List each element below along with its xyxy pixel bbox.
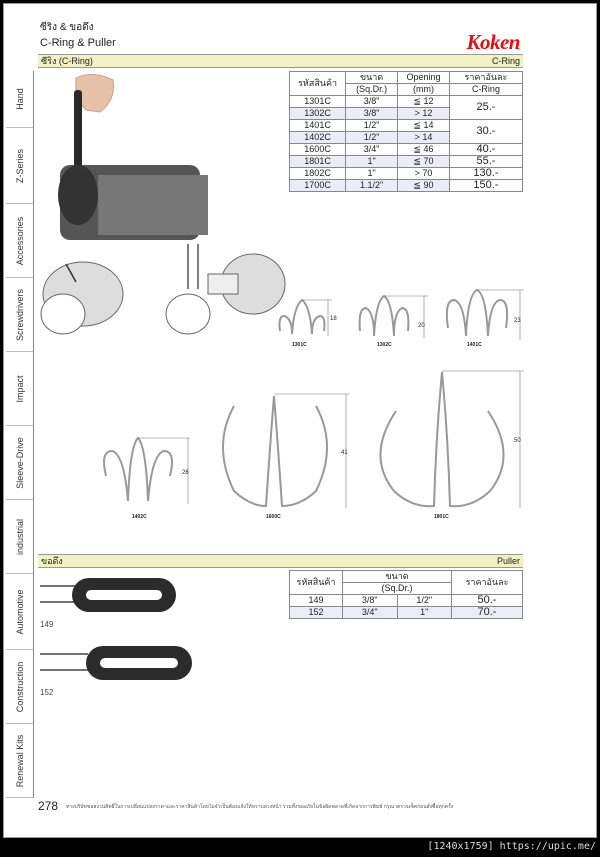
- cring-diagrams-large: [94, 366, 534, 526]
- table-row: 152 3/4" 1" 70.-: [290, 607, 523, 619]
- price-cell: 40.-: [449, 144, 522, 156]
- tab-z-series[interactable]: Z-Series: [6, 128, 34, 204]
- price-cell: 30.-: [449, 120, 522, 144]
- tab-hand[interactable]: Hand: [6, 71, 34, 128]
- tab-construction[interactable]: Construction: [6, 650, 34, 724]
- svg-text:1401C: 1401C: [467, 342, 482, 348]
- price-cell: 25.-: [449, 96, 522, 120]
- col-code: รหัสสินค้า: [290, 571, 343, 595]
- ring-1401c: [447, 290, 524, 348]
- catalog-page: [3, 3, 597, 838]
- tab-impact[interactable]: Impact: [6, 352, 34, 426]
- table-row: 1401C 1/2" ≦ 14 30.-: [290, 120, 523, 132]
- svg-text:1301C: 1301C: [292, 342, 307, 348]
- col-size-unit: (Sq.Dr.): [346, 84, 398, 96]
- puller-bar-label: ขอดึง: [41, 556, 63, 566]
- table-row: 1600C 3/4" ≦ 46 40.-: [290, 144, 523, 156]
- tab-renewal-kits[interactable]: Renewal Kits: [6, 724, 34, 798]
- cring-bar-label-en: C-Ring: [491, 56, 520, 66]
- table-row: 1301C 3/8" ≦ 12 25.-: [290, 96, 523, 108]
- hand-photo-illustration: [38, 70, 183, 240]
- cring-section-bar: [38, 54, 523, 68]
- tab-sleeve-drive[interactable]: Sleeve-Drive: [6, 426, 34, 500]
- price-cell: 130.-: [449, 168, 522, 180]
- col-size-unit: (Sq.Dr.): [343, 583, 452, 595]
- table-row: 149 3/8" 1/2" 50.-: [290, 595, 523, 607]
- page-title-thai: ซีริง & ขอดึง: [40, 22, 94, 33]
- svg-text:1302C: 1302C: [377, 342, 392, 348]
- table-row: 1801C 1" ≦ 70 55.-: [290, 156, 523, 168]
- puller-section-bar: [38, 554, 523, 568]
- svg-text:1801C: 1801C: [434, 514, 449, 520]
- price-cell: 150.-: [449, 180, 522, 192]
- svg-text:41: 41: [341, 450, 348, 456]
- puller-spec-table: [289, 570, 523, 619]
- table-row: 1302C 3/8" > 12: [290, 108, 523, 120]
- cring-bar-label: ซีริง (C-Ring): [41, 56, 93, 66]
- ring-1801c: [380, 371, 524, 520]
- cring-spec-table: [289, 71, 523, 192]
- ring-1301c: [280, 300, 338, 348]
- ring-1402c: [104, 438, 190, 520]
- ring-1302c: [360, 296, 428, 348]
- col-price-unit: C-Ring: [449, 84, 522, 96]
- puller-photos: [38, 574, 198, 694]
- ring-install-illustration: [38, 244, 278, 344]
- svg-text:1402C: 1402C: [132, 514, 147, 520]
- table-row: 1402C 1/2" > 14: [290, 132, 523, 144]
- table-row: 1802C 1" > 70 130.-: [290, 168, 523, 180]
- page-number: 278: [38, 799, 59, 813]
- cring-diagrams-small: [272, 286, 532, 366]
- page-title: C-Ring & Puller: [40, 37, 116, 49]
- svg-text:20: 20: [418, 323, 425, 329]
- disclaimer-note: ทางบริษัทขอสงวนสิทธิ์ในการเปลี่ยนแปลงราคาและราคาสินค้าโดยไม่จำเป็นต้องแจ้งให้ทราบล่วงหน้า รวมทั้งขออภัยในข้อผิดพลาดที่เกิดจากการพิมพ์ กรุณาตรวจเช็คก่อนสั่งซื้อทุกครั้ง: [66, 804, 454, 810]
- price-cell: 55.-: [449, 156, 522, 168]
- ring-1600c: [223, 394, 350, 520]
- svg-text:18: 18: [330, 316, 337, 322]
- svg-text:1600C: 1600C: [266, 514, 281, 520]
- tab-automotive[interactable]: Automotive: [6, 574, 34, 650]
- tab-screwdrivers[interactable]: Screwdrivers: [6, 278, 34, 352]
- col-opening: Opening: [398, 72, 450, 84]
- puller-bar-label-en: Puller: [496, 556, 520, 566]
- svg-text:23: 23: [514, 318, 521, 324]
- col-size: ขนาด: [346, 72, 398, 84]
- svg-text:26: 26: [182, 470, 189, 476]
- col-code: รหัสสินค้า: [290, 72, 346, 96]
- tab-accessories[interactable]: Accessories: [6, 204, 34, 278]
- col-size: ขนาด: [343, 571, 452, 583]
- puller-photo-label: 149: [40, 620, 54, 629]
- puller-photo-label: 152: [40, 688, 54, 697]
- brand-logo: Koken: [466, 30, 520, 54]
- table-row: 1700C 1.1/2" ≦ 90 150.-: [290, 180, 523, 192]
- svg-text:50: 50: [514, 438, 521, 444]
- tab-industrial[interactable]: industrial: [6, 500, 34, 574]
- watermark-text: [1240x1759] https://upic.me/: [427, 841, 596, 852]
- col-opening-unit: (mm): [398, 84, 450, 96]
- col-price: ราคาอันละ: [452, 571, 523, 595]
- col-price: ราคาอันละ: [449, 72, 522, 84]
